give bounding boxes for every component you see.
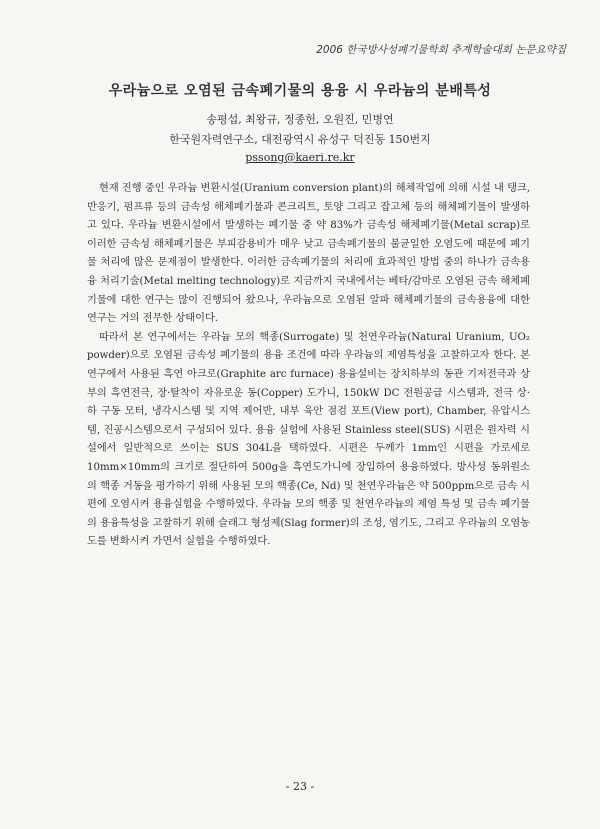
abstract-body [87, 180, 530, 552]
author-email [0, 151, 600, 164]
paragraph-2: 따라서 본 연구에서는 우라늄 모의 핵종(Surrogate) 및 천연우라늄(Natural Uranium, UO₂ powder)으로 오염된 금속성 폐기물의 용융 조건에 따라 우라늄의 제염특성을 고찰하고자 한다. 본 연구에서 사용된 흑연 아크로(Graphite arc furnace) 용융설비는 장치하부의 동관 기저전극과 상부의 흑연전극, 장·탈착이 자유로운 동(Copper) 도가니, 150kW DC 전원공급 시스템과, 전극 상·하 구동 모터, 냉각시스템 및 지역 제어반, 내부 육안 점검 포트(View port), Chamber, 유압시스템, 진공시스템으로서 구성되어 있다. 용융 실험에 사용된 Stainless steel(SUS) 시편은 원자력 시설에서 일반적으로 쓰이는 SUS 304L을 택하였다. 시편은 두께가 1mm인 시편을 가로세로 10mm×10mm의 크기로 절단하여 500g을 흑연도가니에 장입하여 용융하였다. 방사성 동위원소의 핵종 거동을 평가하기 위해 사용된 모의 핵종(Ce, Nd) 및 천연우라늄은 약 500ppm으로 금속 시편에 오염시켜 용융실험을 수행하였다. 우라늄 모의 핵종 및 천연우라늄의 제염 특성 및 금속 폐기물의 용융특성을 고찰하기 위해 슬래그 형성제(Slag former)의 조성, 염기도, 그리고 우라늄의 오염농도를 변화시켜 가면서 실험을 수행하였다. [87, 331, 530, 548]
author-list: 송평섭, 최왕규, 정종헌, 오원진, 민병연 [206, 113, 394, 126]
running-header: 2006 한국방사성폐기물학회 추계학술대회 논문요약집 [316, 44, 566, 56]
email-link[interactable]: pssong@kaeri.re.kr [245, 151, 355, 164]
affiliation: 한국원자력연구소, 대전광역시 유성구 덕진동 150번지 [169, 133, 431, 146]
paper-title: 우라늄으로 오염된 금속폐기물의 용융 시 우라늄의 분배특성 [108, 83, 492, 99]
page-number: - 23 - [285, 780, 315, 793]
paragraph-1: 현재 진행 중인 우라늄 변환시설(Uranium conversion plant)의 해체작업에 의해 시설 내 탱크, 반응기, 펌프류 등의 금속성 해체폐기물과 콘크리트, 토양 그리고 잡고체 등의 해체폐기물이 발생하고 있다. 우라늄 변환시설에서 발생하는 폐기물 중 약 83%가 금속성 해체폐기물(Metal scrap)로 이러한 금속성 해체폐기물은 부피감용비가 매우 낮고 금속폐기물의 불균일한 오염도에 때문에 폐기물 처리에 많은 문제점이 발생한다. 이러한 금속폐기물의 처리에 효과적인 방법 중의 하나가 금속용융 처리기술(Metal melting technology)로 지금까지 국내에서는 베타/감마로 오염된 금속 해체폐기물에 대한 연구는 많이 진행되어 왔으나, 우라늄으로 오염된 알파 해체폐기물의 금속용융에 대한 연구는 거의 전무한 상태이다. [87, 183, 530, 325]
